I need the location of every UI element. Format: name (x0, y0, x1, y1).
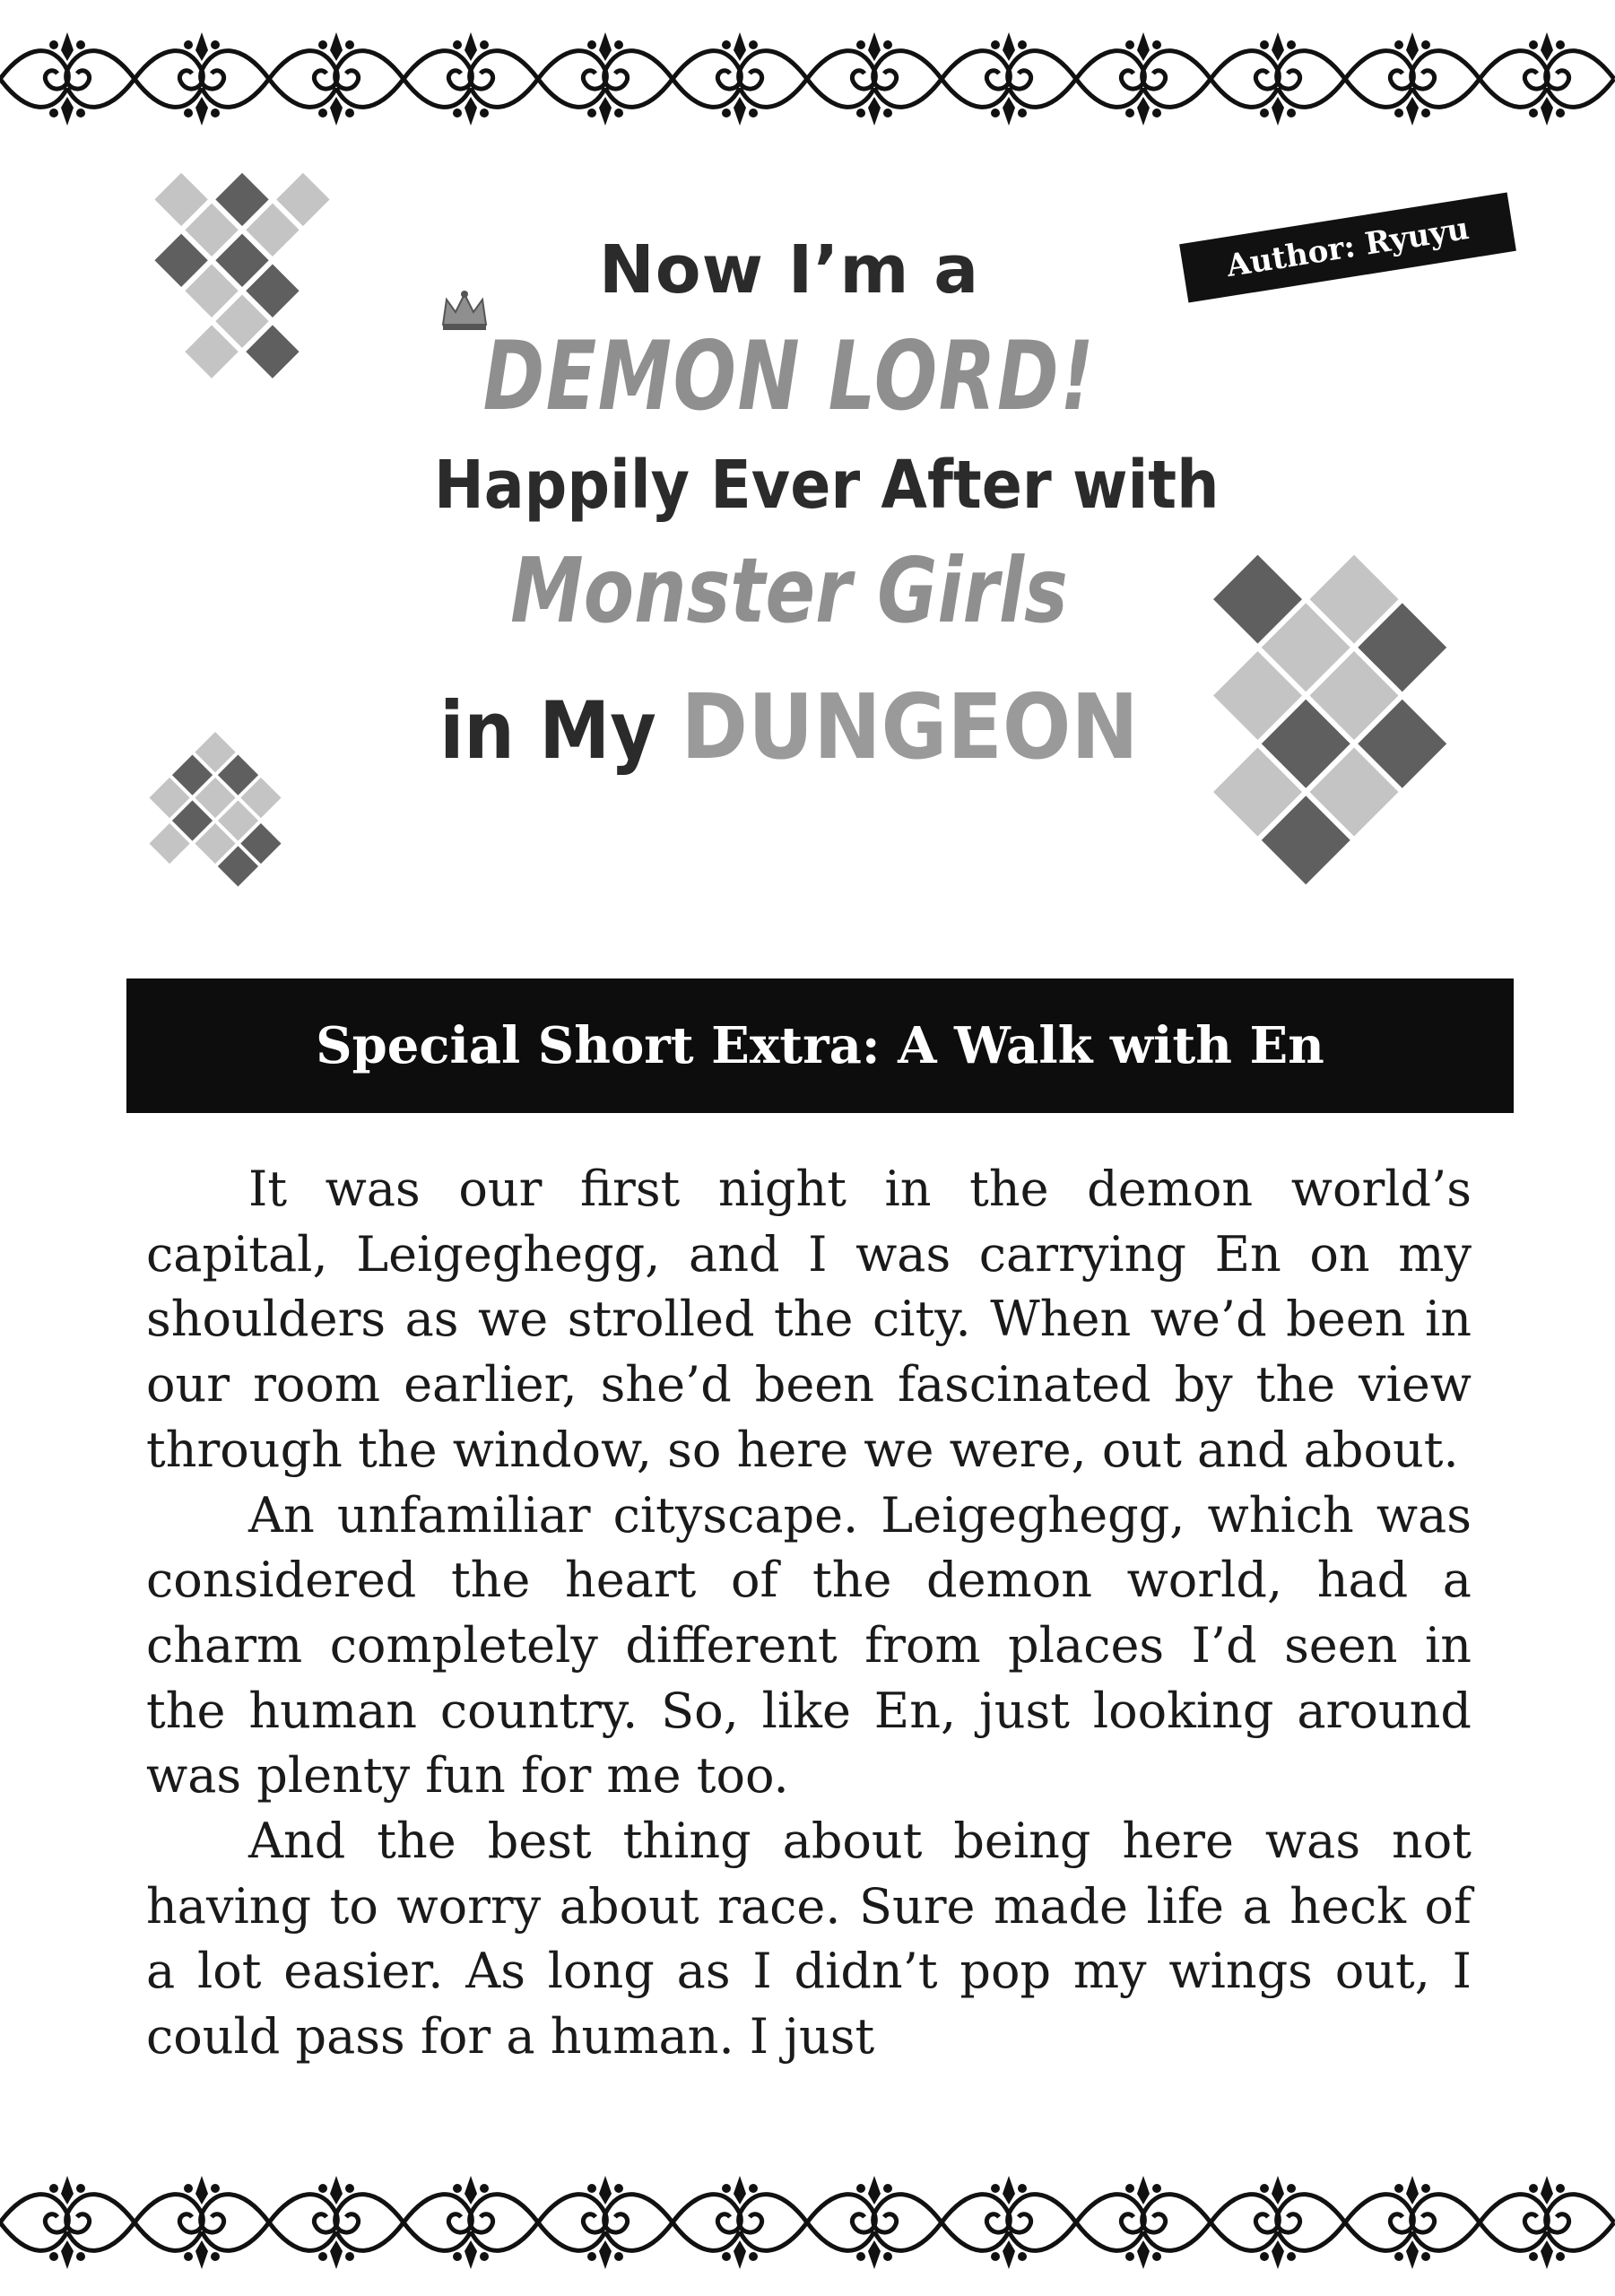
series-title-line-1: Now I’m a (598, 231, 980, 309)
bottom-ornamental-border (0, 2169, 1615, 2276)
diamond-pattern-bottom-left (112, 718, 318, 924)
series-title-line-5-highlight: DUNGEON (681, 674, 1139, 779)
series-title-line-3: Happily Ever After with (434, 447, 1220, 524)
author-tag-label: Author: Ryuyu (1223, 210, 1472, 285)
paragraph-2: An unfamiliar cityscape. Leigeghegg, which was considered the heart of the demon world, had a charm completely different from places I’d seen in the human country. So, like En, just looking around was plenty fun for me too. (146, 1486, 1472, 1805)
series-title-line-2: DEMON LORD! (482, 321, 1096, 431)
diamond-pattern-top-left (108, 152, 377, 422)
section-heading: Special Short Extra: A Walk with En (316, 1016, 1324, 1075)
paragraph-3: And the best thing about being here was not having to worry about race. Sure made life a heck of a lot easier. As long as I didn’t pop my wings out, I could pass for a human. I just (146, 1813, 1472, 2066)
series-title-line-4: Monster Girls (510, 538, 1068, 643)
author-tag (1179, 192, 1516, 302)
body-text (146, 1157, 1472, 2070)
paragraph-1: It was our first night in the demon world’s capital, Leigeghegg, and I was carrying En on my shoulders as we strolled the city. When we’d been in our room earlier, she’d been fascinated by the view through the window, so here we were, out and about. (146, 1161, 1472, 1478)
series-title-line-5-prefix: in My (439, 684, 656, 777)
series-title-line-5 (434, 674, 1144, 779)
top-ornamental-border (0, 25, 1615, 133)
section-heading-bar (126, 978, 1514, 1113)
diamond-pattern-right (1166, 466, 1542, 897)
